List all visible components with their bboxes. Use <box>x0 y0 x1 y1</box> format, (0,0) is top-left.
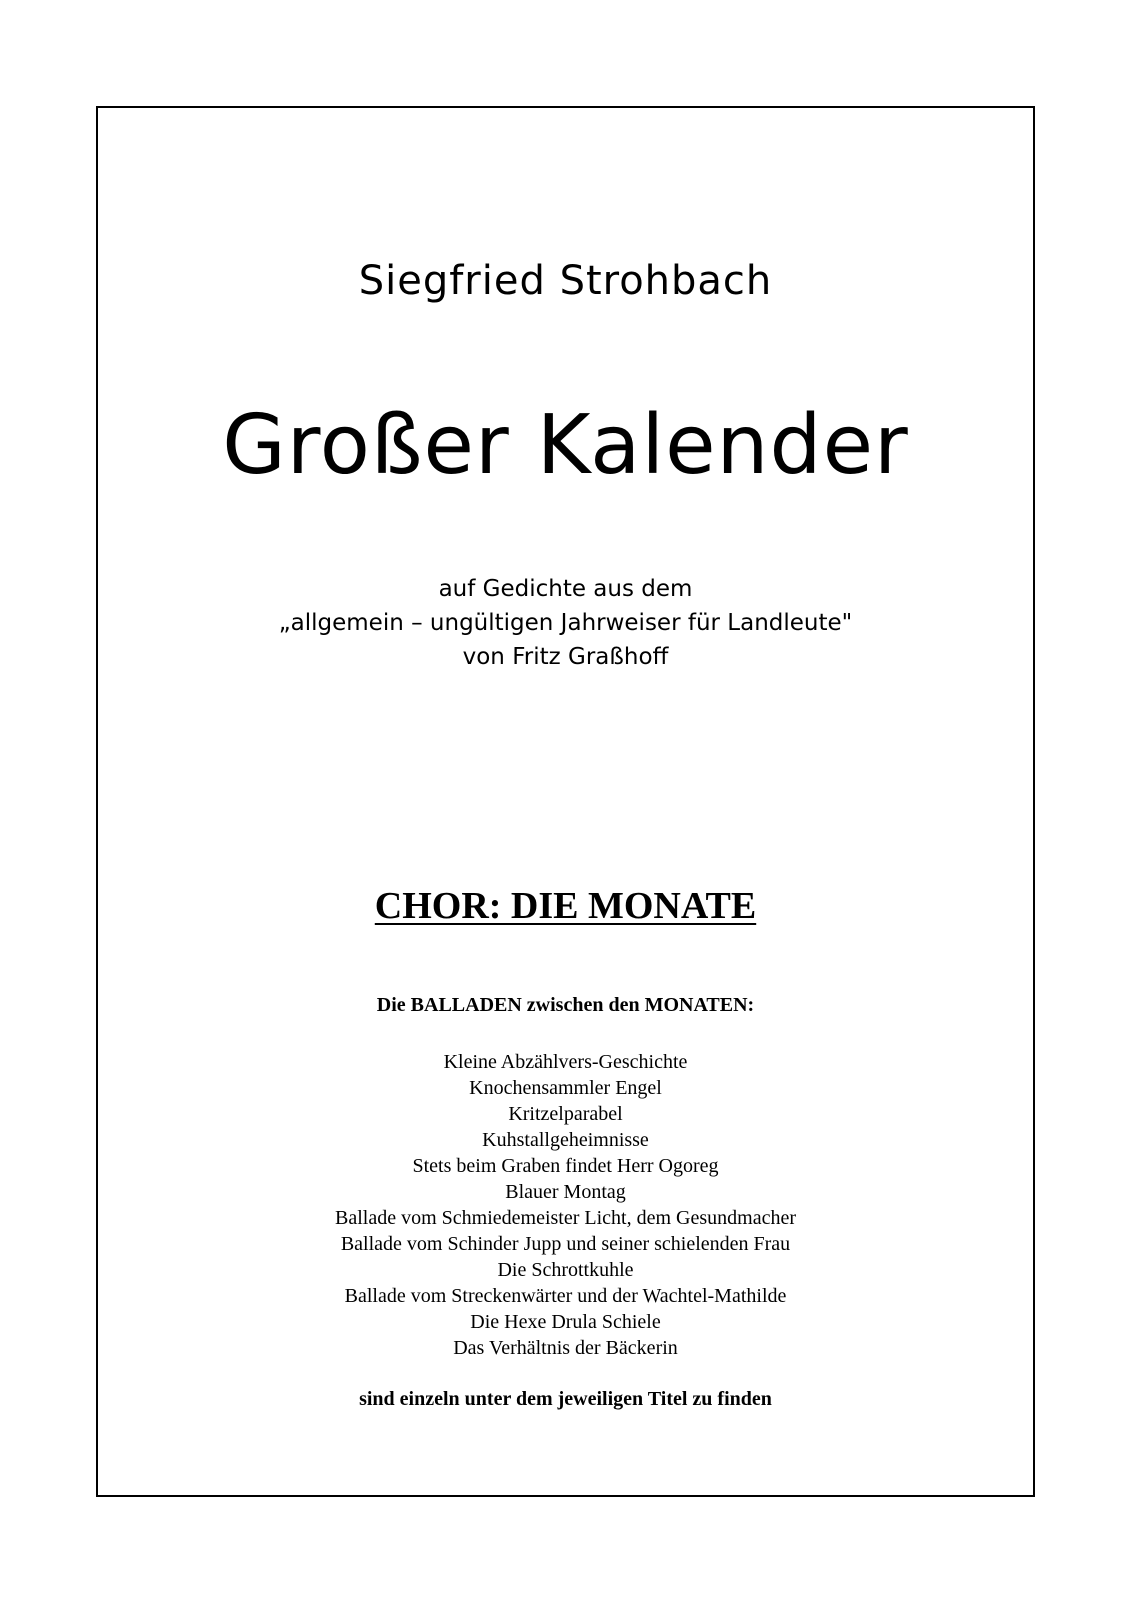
ballads-heading: Die BALLADEN zwischen den MONATEN: <box>376 994 755 1016</box>
ballad-item: Blauer Montag <box>505 1181 626 1203</box>
document-title: Großer Kalender <box>222 398 909 493</box>
ballads-list <box>96 1049 1035 1361</box>
subtitle-line-1: auf Gedichte aus dem <box>438 576 693 602</box>
ballad-item: Die Schrottkuhle <box>497 1259 634 1281</box>
ballad-item: Kuhstallgeheimnisse <box>482 1129 649 1151</box>
subtitle-line-2: „allgemein – ungültigen Jahrweiser für Landleute" <box>278 610 853 636</box>
ballad-item: Stets beim Graben findet Herr Ogoreg <box>412 1155 719 1177</box>
ballad-item: Ballade vom Streckenwärter und der Wachtel-Mathilde <box>344 1285 787 1307</box>
ballad-item: Ballade vom Schmiedemeister Licht, dem Gesundmacher <box>335 1207 796 1229</box>
section-heading: CHOR: DIE MONATE <box>374 885 757 927</box>
footer-note: sind einzeln unter dem jeweiligen Titel zu finden <box>359 1388 772 1410</box>
ballad-item: Die Hexe Drula Schiele <box>470 1311 661 1333</box>
ballad-item: Kleine Abzählvers-Geschichte <box>443 1051 688 1073</box>
ballad-item: Ballade vom Schinder Jupp und seiner schielenden Frau <box>340 1233 791 1255</box>
subtitle-line-3: von Fritz Graßhoff <box>462 644 669 670</box>
author-name: Siegfried Strohbach <box>358 258 773 304</box>
subtitle-block <box>96 572 1035 674</box>
ballad-item: Kritzelparabel <box>508 1103 623 1125</box>
ballad-item: Das Verhältnis der Bäckerin <box>453 1337 678 1359</box>
ballad-item: Knochensammler Engel <box>469 1077 662 1099</box>
